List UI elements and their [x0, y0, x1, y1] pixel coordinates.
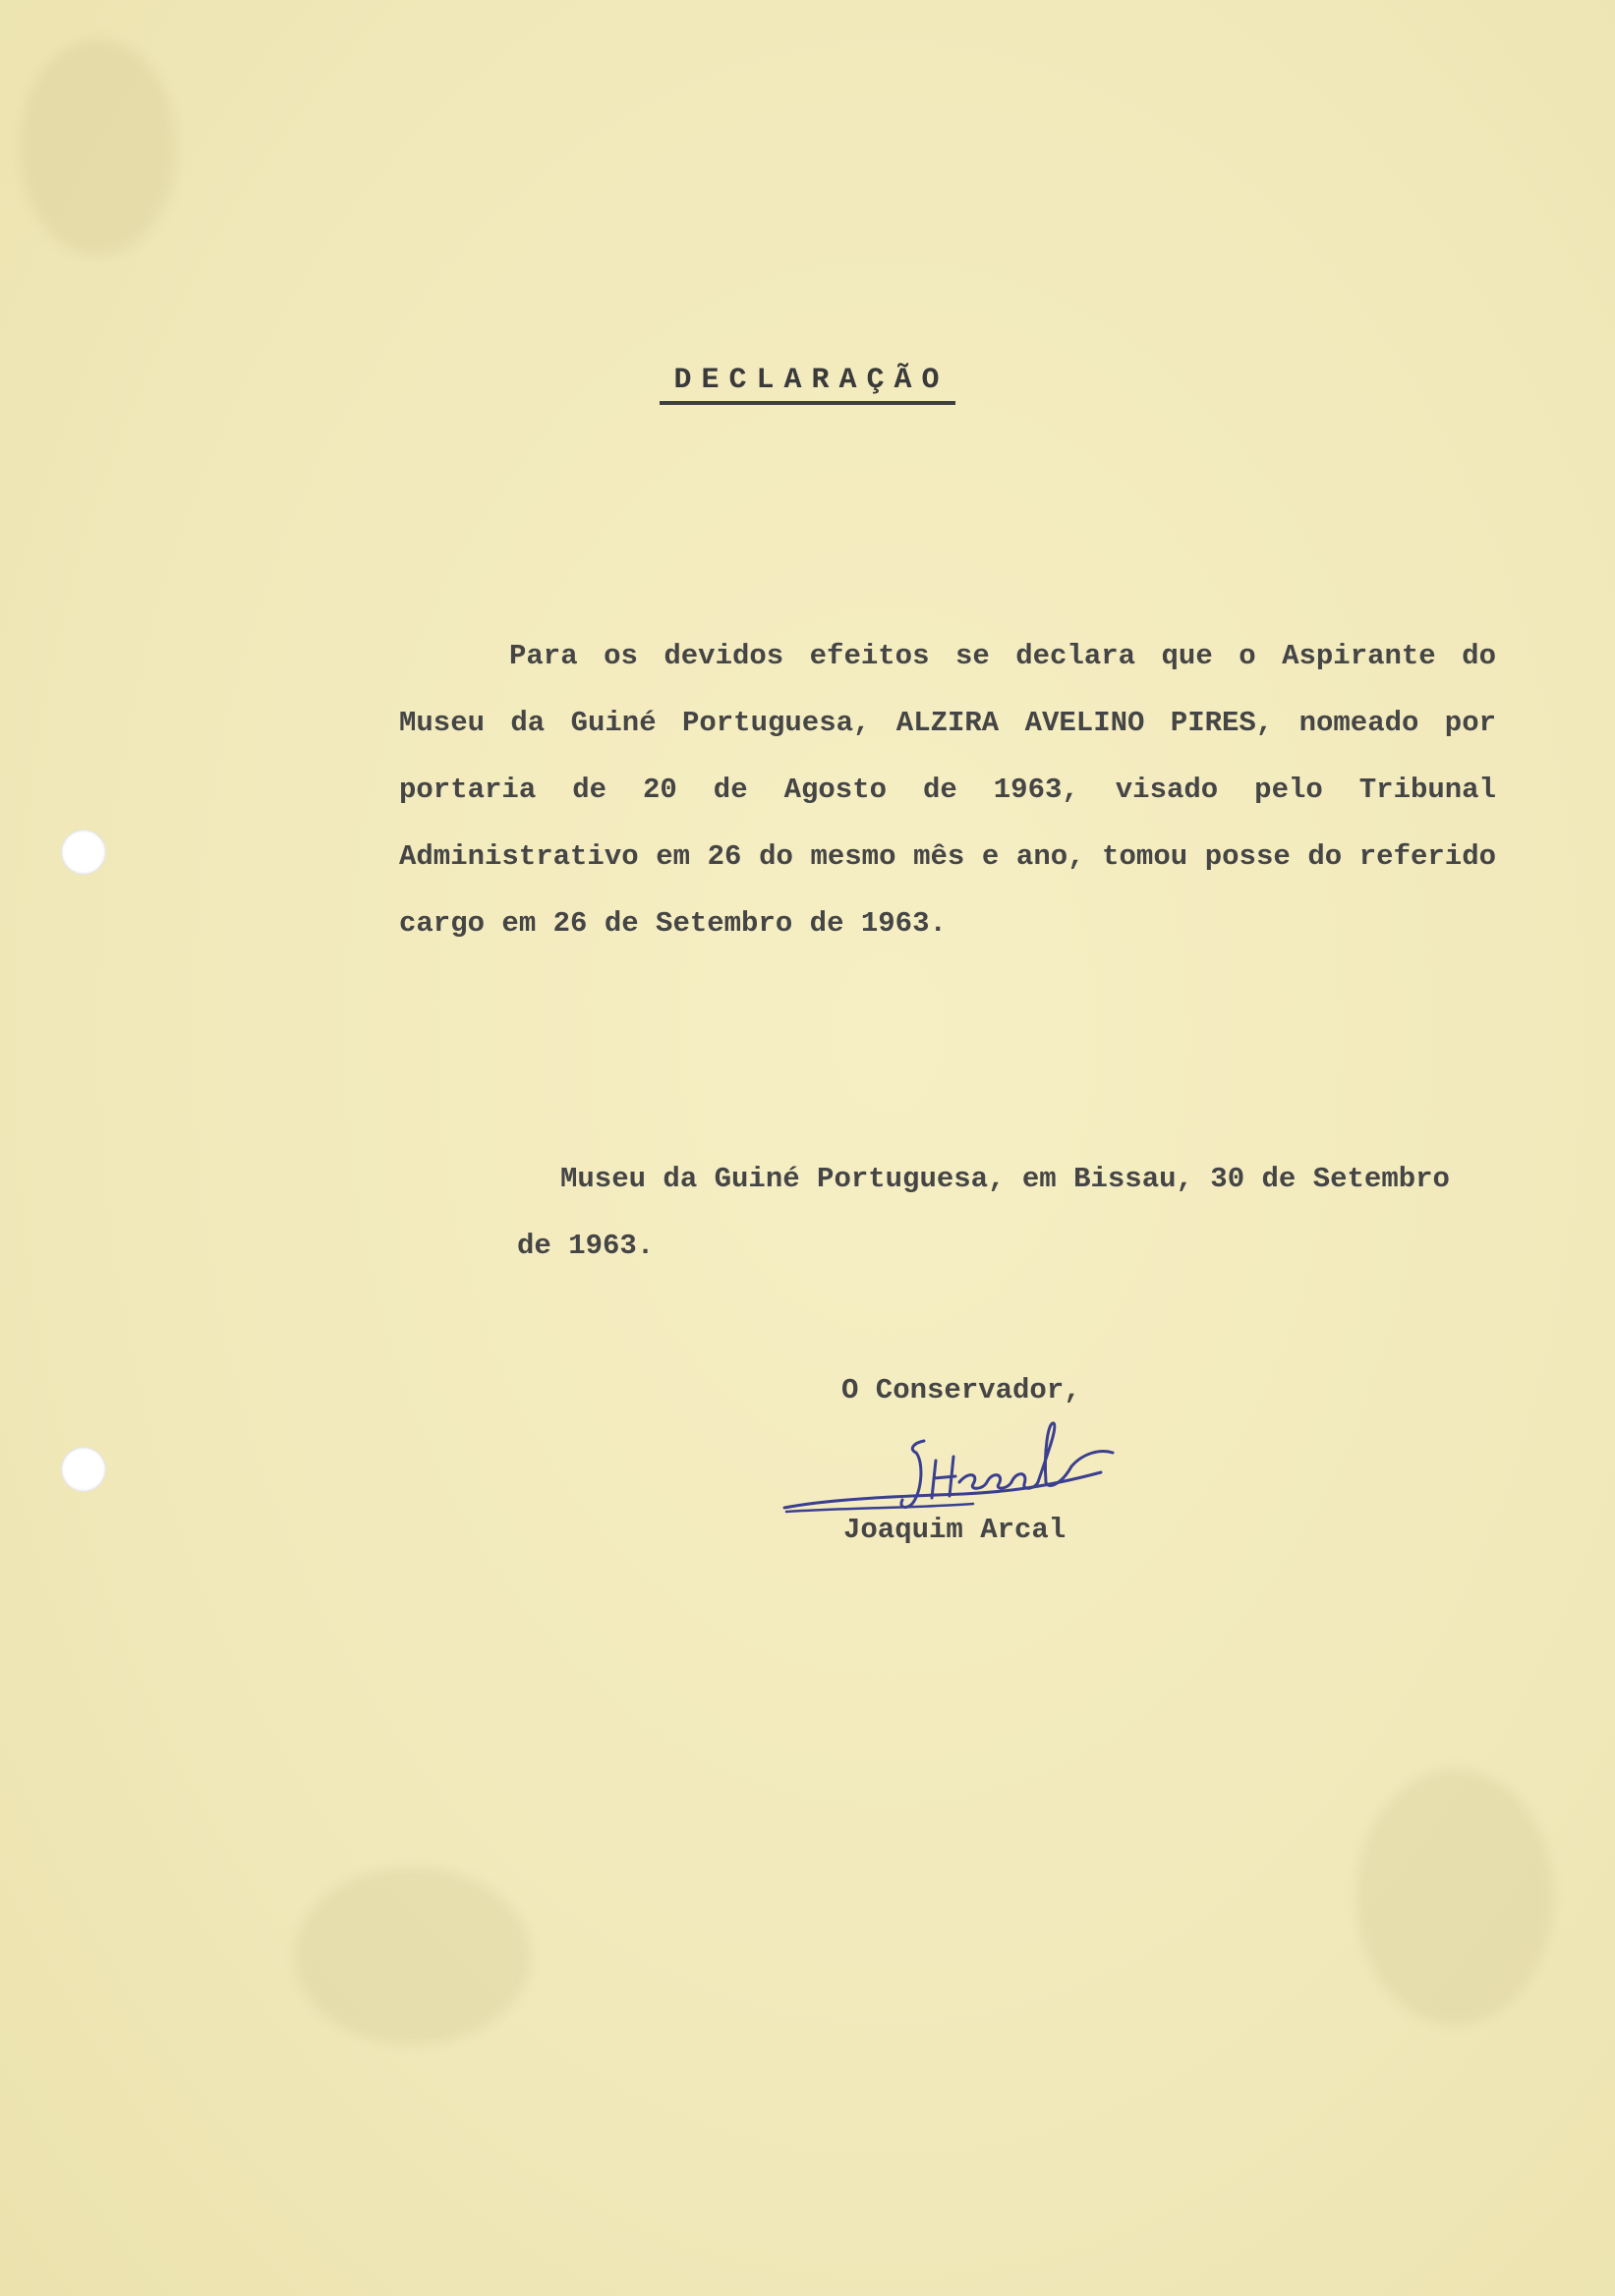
document-title-text: DECLARAÇÃO	[660, 364, 954, 405]
signatory-title: O Conservador,	[841, 1374, 1081, 1406]
paper-stain	[20, 39, 177, 256]
punch-hole	[61, 1447, 106, 1492]
place-and-date: Museu da Guiné Portuguesa, em Bissau, 30 de Setembro de 1963.	[517, 1163, 1450, 1262]
signatory-name: Joaquim Arcal	[843, 1514, 1067, 1546]
paper-stain	[1356, 1769, 1553, 2025]
paper-stain	[295, 1867, 531, 2044]
document-title	[0, 364, 1615, 405]
punch-hole	[61, 830, 106, 875]
declaration-body: Para os devidos efeitos se declara que o Aspirante do Museu da Guiné Portuguesa, ALZIRA AVELINO PIRES, nomeado por portaria de 20 de Agosto de 1963, visado pelo Tribunal Administrativo em 26 do mesmo mês e ano, tomou posse do referido cargo em 26 de Setembro de 1963.	[399, 640, 1496, 940]
